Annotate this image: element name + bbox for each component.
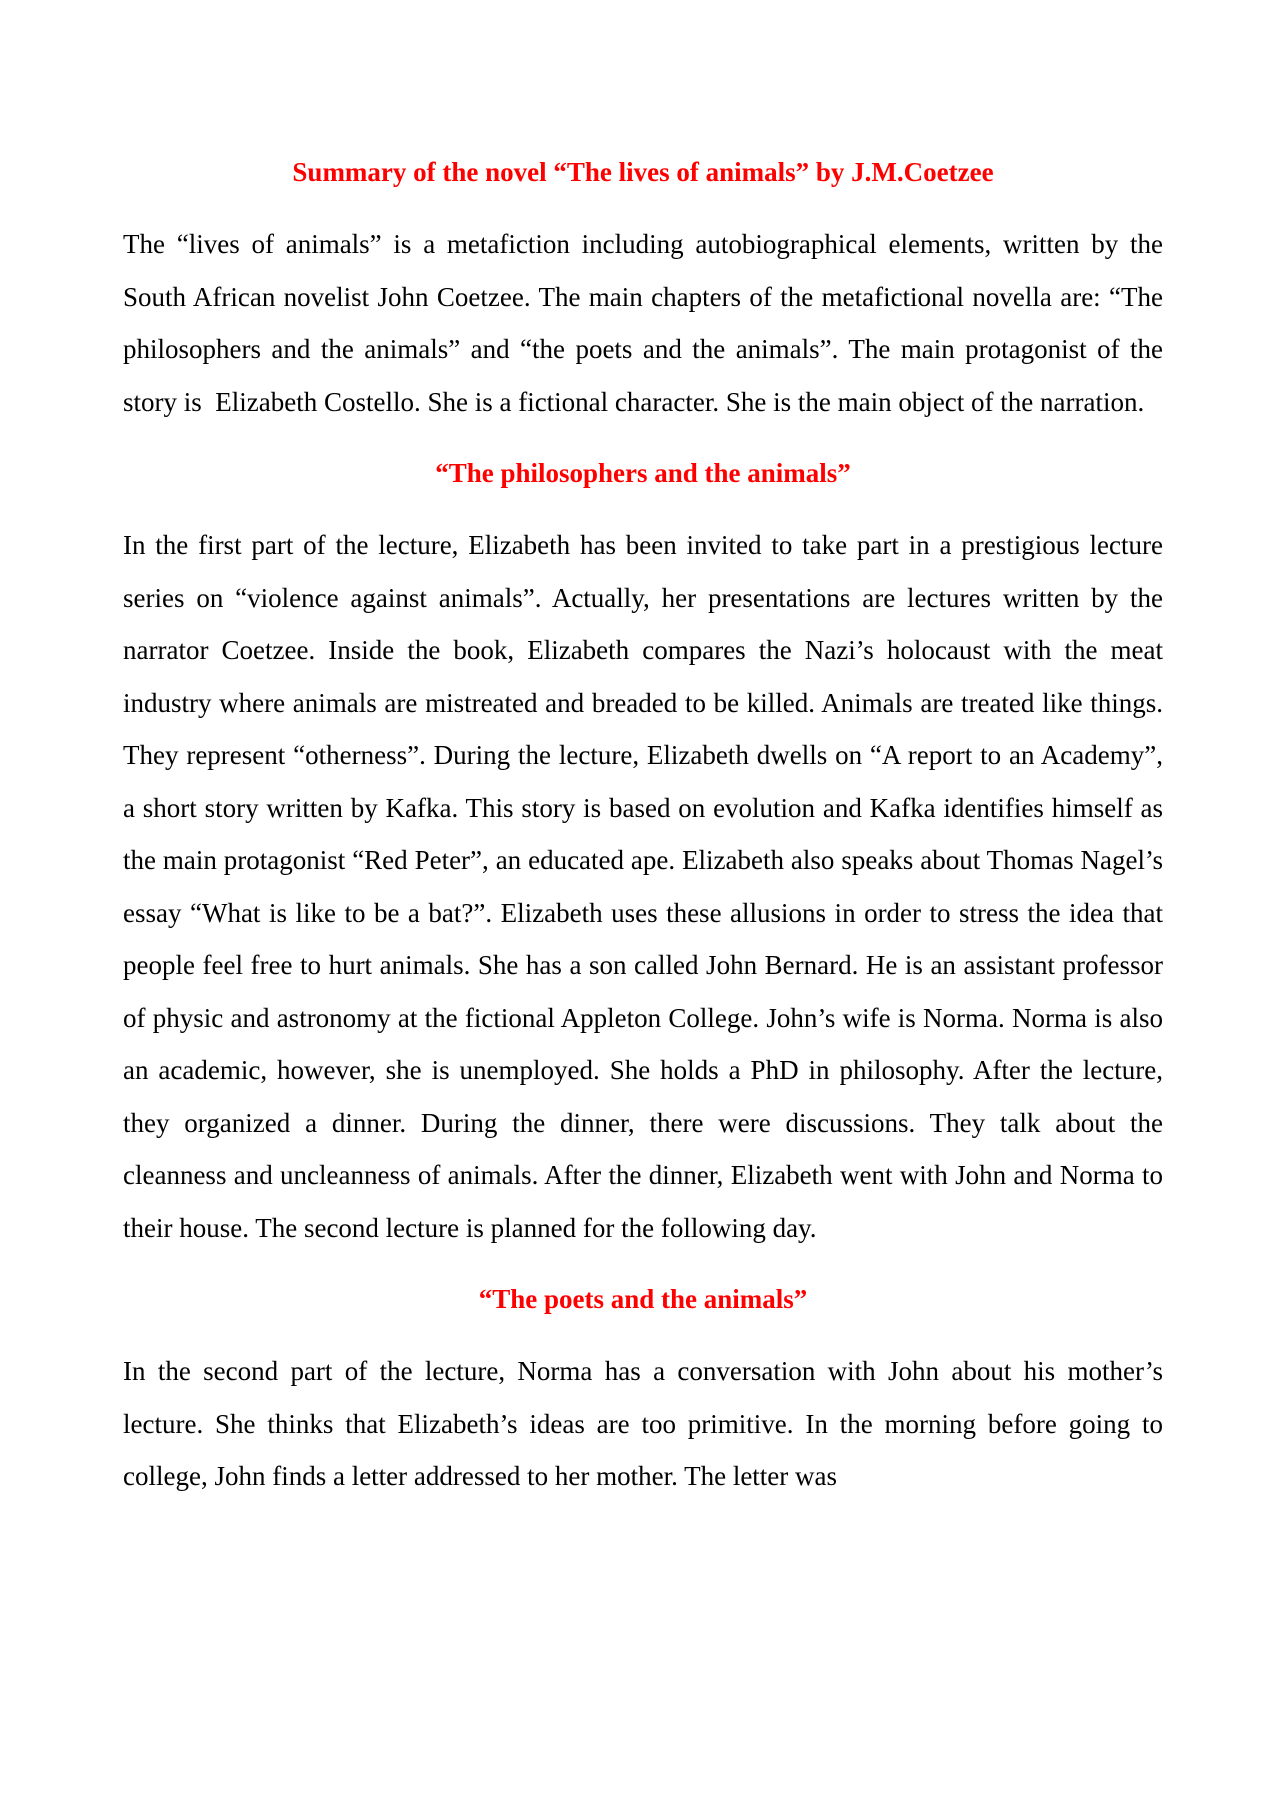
document-title: Summary of the novel “The lives of animals” by J.M.Coetzee xyxy=(292,157,994,187)
intro-paragraph: The “lives of animals” is a metafiction including autobiographical elements, written by the South African novelist John Coetzee. The main chapters of the metafictional novella are: “The philosophers and the animals” and “the poets and the animals”. The main protagonist of the story is Elizabeth Costello. She is a fictional character. She is the main object of the narration. xyxy=(123,229,1163,417)
document-content xyxy=(123,152,1163,1503)
section-heading-poets: “The poets and the animals” xyxy=(478,1284,808,1314)
section-heading-philosophers: “The philosophers and the animals” xyxy=(435,458,851,488)
section-paragraph-poets: In the second part of the lecture, Norma has a conversation with John about his mother’s lecture. She thinks that Elizabeth’s ideas are too primitive. In the morning before going to college, John finds a letter addressed to her mother. The letter was xyxy=(123,1356,1163,1491)
section-paragraph-philosophers: In the first part of the lecture, Elizabeth has been invited to take part in a prestigious lecture series on “violence against animals”. Actually, her presentations are lectures written by the narrator Coetzee. Inside the book, Elizabeth compares the Nazi’s holocaust with the meat industry where animals are mistreated and breaded to be killed. Animals are treated like things. They represent “otherness”. During the lecture, Elizabeth dwells on “A report to an Academy”, a short story written by Kafka. This story is based on evolution and Kafka identifies himself as the main protagonist “Red Peter”, an educated ape. Elizabeth also speaks about Thomas Nagel’s essay “What is like to be a bat?”. Elizabeth uses these allusions in order to stress the idea that people feel free to hurt animals. She has a son called John Bernard. He is an assistant professor of physic and astronomy at the fictional Appleton College. John’s wife is Norma. Norma is also an academic, however, she is unemployed. She holds a PhD in philosophy. After the lecture, they organized a dinner. During the dinner, there were discussions. They talk about the cleanness and uncleanness of animals. After the dinner, Elizabeth went with John and Norma to their house. The second lecture is planned for the following day. xyxy=(123,530,1163,1243)
